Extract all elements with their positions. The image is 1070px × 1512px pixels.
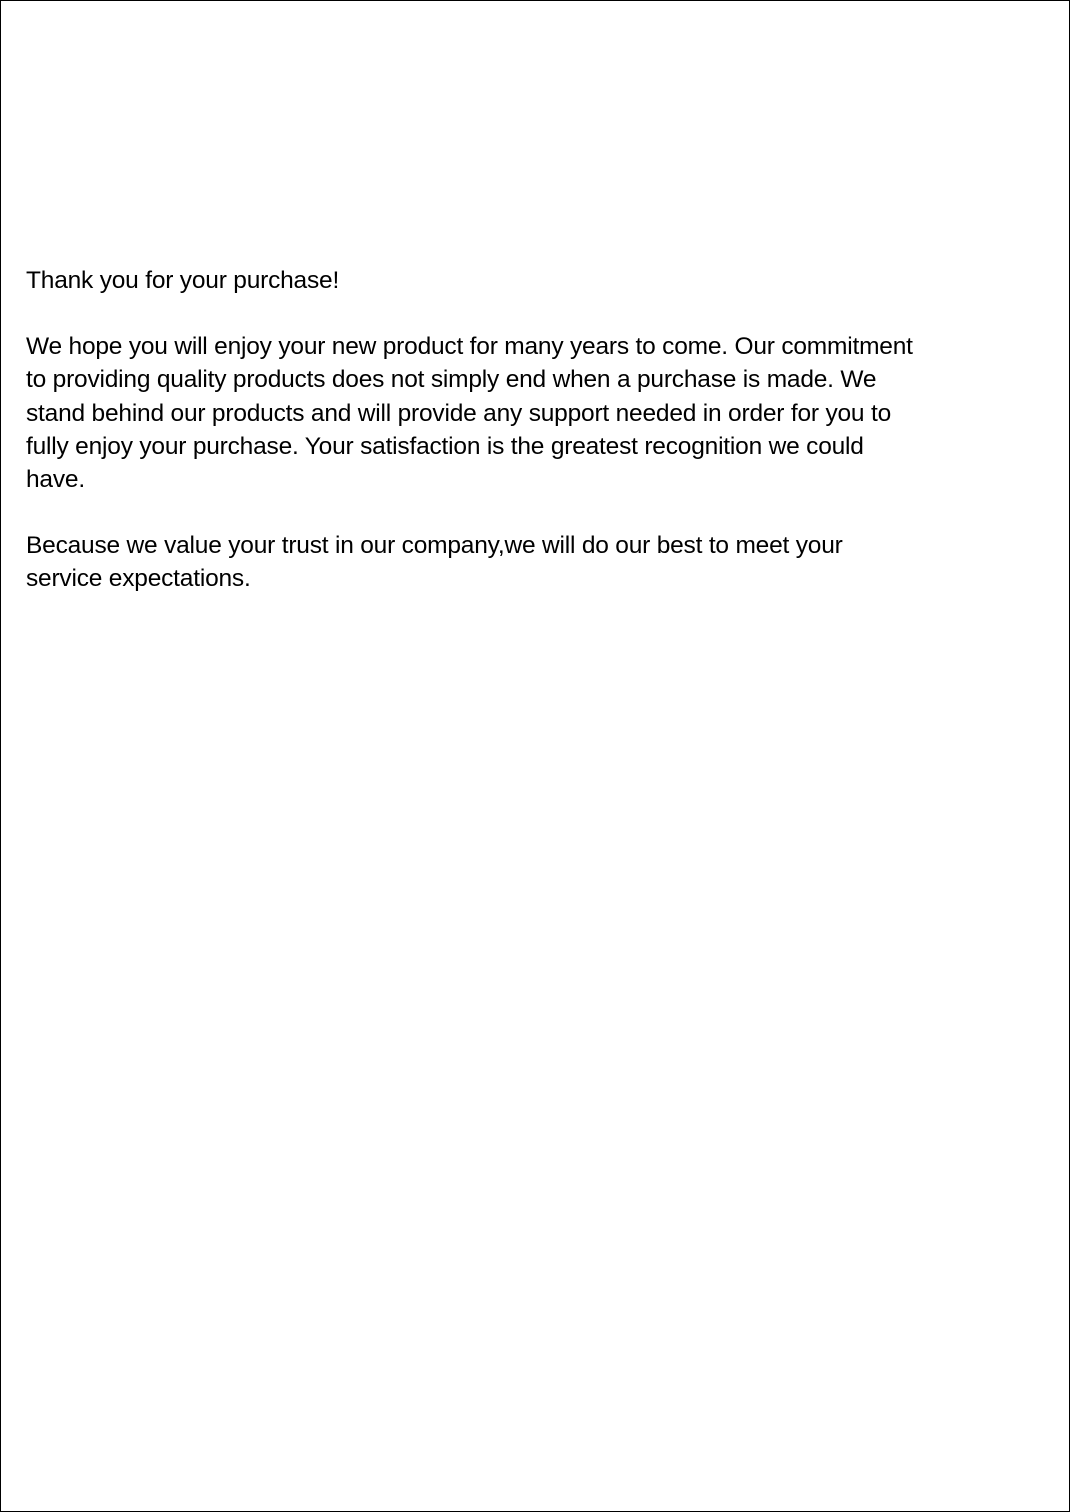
letter-closing-paragraph: Because we value your trust in our company,we will do our best to meet your service expectations. — [26, 532, 843, 593]
letter-greeting: Thank you for your purchase! — [26, 267, 340, 294]
thank-you-letter — [26, 264, 1064, 596]
letter-commitment-paragraph: We hope you will enjoy your new product for many years to come. Our commitment to providing quality products does not simply end when a purchase is made. We stand behind our products and will provide any support needed in order for you to fully enjoy your purchase. Your satisfaction is the greatest recognition we could have. — [26, 333, 913, 494]
